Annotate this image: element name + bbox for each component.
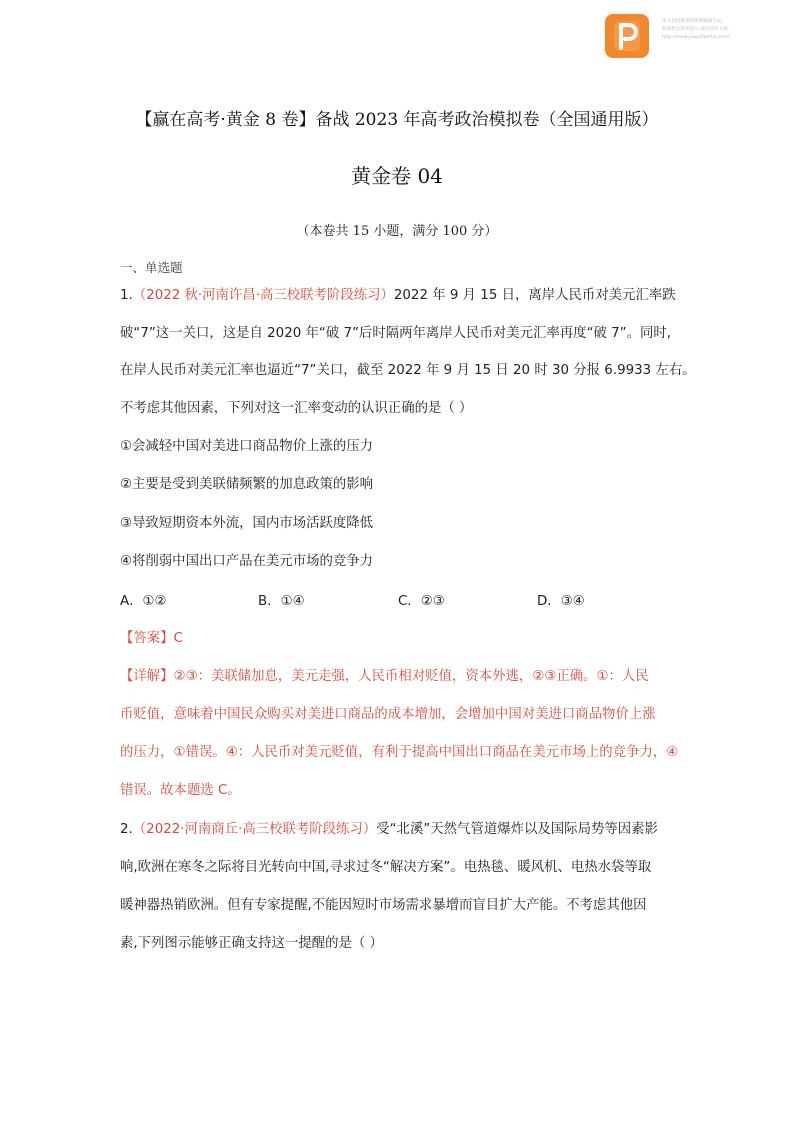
question-2-line-1 [120,818,658,837]
question-1-line-3: 在岸人民币对美元汇率也逼近“7”关口，截至 2022 年 9 月 15 日 20 时 30 分报 6.9933 左右。 [120,363,696,378]
watermark-text [662,18,787,42]
question-2-line-3: 暖神器热销欧洲。但有专家提醒,不能因短时市场需求暴增而盲目扩大产能。不考虑其他因 [120,898,647,913]
watermark-line: http://www.jisupdfeditor.com/ [662,35,730,40]
detail-line-2: 币贬值，意味着中国民众购买对美进口商品的成本增加，会增加中国对美进口商品物价上涨 [120,707,656,722]
question-1-line-2: 破“7”这一关口，这是自 2020 年“破 7”后时隔两年离岸人民币对美元汇率再度“破 7”。同时, [120,326,672,341]
option-d: D．③④ [537,594,585,609]
option-a: A．①② [120,594,167,609]
section-label: 一、单选题 [120,260,183,275]
option-b: B．①④ [258,594,305,609]
page-title: 【赢在高考·黄金 8 卷】备战 2023 年高考政治模拟卷（全国通用版） [135,110,659,130]
statement-2: ②主要是受到美联储频繁的加息政策的影响 [120,477,374,492]
detail-line-3: 的压力，①错误。④：人民币对美元贬值，有利于提高中国出口商品在美元市场上的竞争力，④ [120,745,679,760]
statement-1: ①会减轻中国对美进口商品物价上涨的压力 [120,439,374,454]
question-text: 2022 年 9 月 15 日，离岸人民币对美元汇率跌 [393,288,676,303]
option-c: C．②③ [398,594,445,609]
question-1-line-4: 不考虑其他因素，下列对这一汇率变动的认识正确的是（ ） [120,401,473,416]
question-1-line-1 [120,284,676,303]
question-source: （2022·河南商丘·高三校联考阶段练习） [132,822,377,837]
answer: 【答案】C [120,631,183,646]
question-text: 受“北溪”天然气管道爆炸以及国际局势等因素影 [376,822,658,837]
question-source: （2022 秋·河南许昌·高三校联考阶段练习） [132,288,394,303]
question-2-line-4: 素,下列图示能够正确支持这一提醒的是（ ） [120,936,383,951]
watermark-line: 如果想去掉该提示,请访问并下载: [662,27,730,32]
question-number: 2. [120,822,133,837]
paper-subtitle: 黄金卷 04 [351,164,443,188]
detail-line-1: 【详解】②③：美联储加息，美元走强，人民币相对贬值，资本外逃，②③正确。①：人民 [120,669,649,684]
paper-note: （本卷共 15 小题，满分 100 分） [296,224,498,239]
question-2-line-2: 响,欧洲在寒冬之际将目光转向中国,寻求过冬“解决方案”。电热毯、暖风机、电热水袋等取 [120,860,652,875]
question-number: 1. [120,288,133,303]
detail-line-4: 错误。故本题选 C。 [120,783,241,798]
watermark-line: 该文档是极速PDF编辑器生成, [662,19,723,24]
statement-3: ③导致短期资本外流，国内市场活跃度降低 [120,516,374,531]
statement-4: ④将削弱中国出口产品在美元市场的竞争力 [120,554,374,569]
pdf-editor-logo-icon [605,14,649,58]
